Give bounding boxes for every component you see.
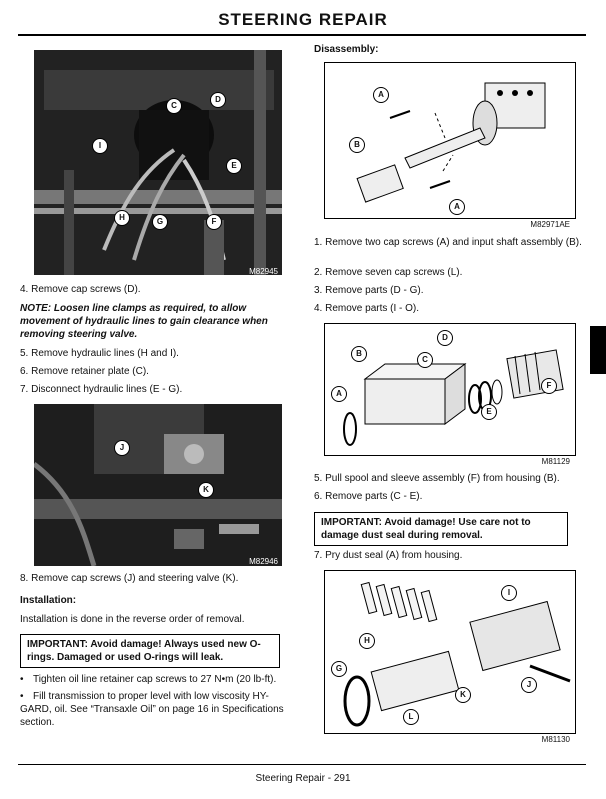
figure-steering-lines-photo: [34, 50, 282, 275]
footer-rule: [18, 764, 586, 765]
figure-input-shaft-diagram: [324, 62, 576, 219]
right-step-3: 3. Remove parts (D - G).: [314, 285, 424, 296]
callout-f-spool: F: [541, 378, 557, 394]
page-footer: Steering Repair - 291: [255, 773, 351, 784]
callout-d-seals: D: [437, 330, 453, 346]
step-5-remove-hydraulic-lines: 5. Remove hydraulic lines (H and I).: [20, 348, 179, 359]
installation-text: Installation is done in the reverse order of removal.: [20, 614, 245, 625]
callout-k: K: [198, 482, 214, 498]
callout-c: C: [166, 98, 182, 114]
right-step-4: 4. Remove parts (I - O).: [314, 303, 420, 314]
step-6-remove-retainer-plate: 6. Remove retainer plate (C).: [20, 366, 149, 377]
callout-i-spool: I: [501, 585, 517, 601]
callout-e-ring: E: [481, 404, 497, 420]
callout-a-dust-seal: A: [331, 386, 347, 402]
bullet-fill-transmission: Fill transmission to proper level with low viscosity HY-GARD, oil. See “Transaxle Oil” on page 16 in Specifications section.: [20, 691, 284, 728]
callout-e: E: [226, 158, 242, 174]
callout-k-sleeve: K: [455, 687, 471, 703]
bullet-torque: Tighten oil line retainer cap screws to 27 N•m (20 lb-ft).: [33, 674, 277, 685]
bullet-dot-2: •: [20, 691, 24, 702]
callout-f: F: [206, 214, 222, 230]
section-tab: [590, 326, 606, 374]
right-step-6: 6. Remove parts (C - E).: [314, 491, 423, 502]
callout-g: G: [152, 214, 168, 230]
figure-caption-1: M82945: [249, 267, 278, 276]
figure-spool-sleeve-diagram: [324, 323, 576, 456]
figure-caption-4: M81129: [541, 457, 570, 466]
callout-b: B: [349, 137, 365, 153]
right-step-5: 5. Pull spool and sleeve assembly (F) from housing (B).: [314, 473, 560, 484]
callout-j: J: [114, 440, 130, 456]
callout-h-springs: H: [359, 633, 375, 649]
disassembly-heading: Disassembly:: [314, 44, 379, 55]
header-rule: [18, 34, 586, 36]
figure-caption-3: M82971AE: [530, 220, 570, 229]
step-8-remove-steering-valve: 8. Remove cap screws (J) and steering valve (K).: [20, 573, 239, 584]
figure-steering-valve-photo: [34, 404, 282, 566]
callout-a-top: A: [373, 87, 389, 103]
callout-b-housing: B: [351, 346, 367, 362]
callout-a-bottom: A: [449, 199, 465, 215]
important-dust-seal-box: IMPORTANT: Avoid damage! Use care not to damage dust seal during removal.: [314, 512, 568, 546]
installation-heading: Installation:: [20, 595, 77, 606]
note-loosen-line-clamps: NOTE: Loosen line clamps as required, to allow movement of hydraulic lines to gain clearance when removing steering valve.: [20, 303, 268, 340]
callout-j-pin: J: [521, 677, 537, 693]
figure-caption-2: M82946: [249, 557, 278, 566]
right-step-2: 2. Remove seven cap screws (L).: [314, 267, 463, 278]
callout-i: I: [92, 138, 108, 154]
figure-spool-exploded-diagram: [324, 570, 576, 734]
callout-h: H: [114, 210, 130, 226]
callout-c-ring: C: [417, 352, 433, 368]
page-title: STEERING REPAIR: [218, 10, 388, 29]
callout-g-ring: G: [331, 661, 347, 677]
right-step-7: 7. Pry dust seal (A) from housing.: [314, 550, 463, 561]
bullet-dot-1: •: [20, 674, 24, 685]
step-7-disconnect-lines: 7. Disconnect hydraulic lines (E - G).: [20, 384, 183, 395]
callout-l-screws: L: [403, 709, 419, 725]
important-orings-box: IMPORTANT: Avoid damage! Always used new O-rings. Damaged or used O-rings will leak.: [20, 634, 280, 668]
right-step-1: 1. Remove two cap screws (A) and input shaft assembly (B).: [314, 237, 582, 248]
callout-d: D: [210, 92, 226, 108]
step-4-remove-cap-screws: 4. Remove cap screws (D).: [20, 284, 141, 295]
figure-caption-5: M81130: [541, 735, 570, 744]
